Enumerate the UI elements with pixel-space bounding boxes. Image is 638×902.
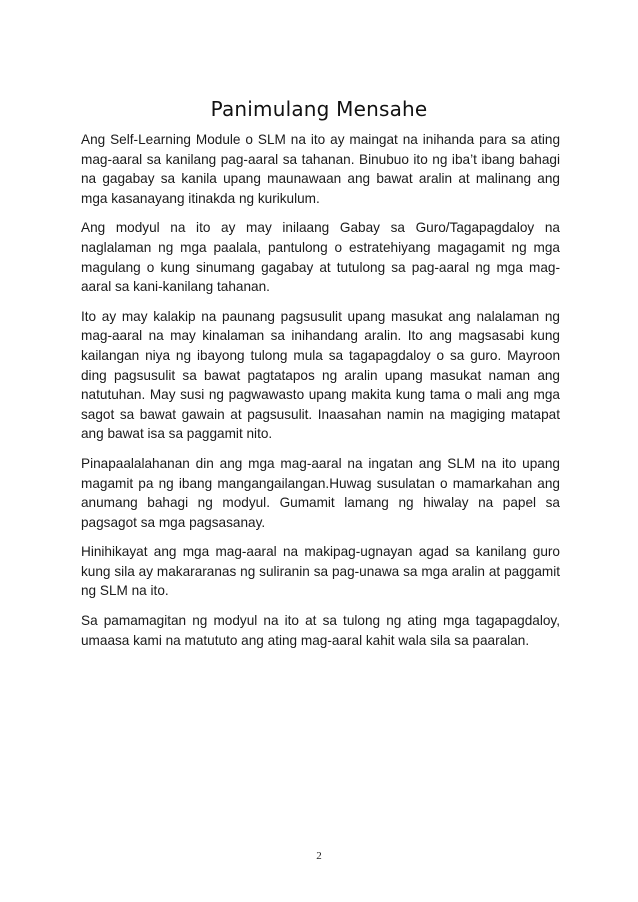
paragraph-2: Ang modyul na ito ay may inilaang Gabay sa Guro/Tagapagdaloy na naglalaman ng mga paalala, pantulong o estratehiyang magagamit ng mga magulang o kung sinumang gagabay at tutulong sa pag-aaral ng mga mag-aaral sa kani-kanilang tahanan. xyxy=(81,220,560,295)
paragraph-6: Sa pamamagitan ng modyul na ito at sa tulong ng ating mga tagapagdaloy, umaasa kami na matututo ang ating mag-aaral kahit wala sila sa paaralan. xyxy=(81,613,560,648)
paragraph-5: Hinihikayat ang mga mag-aaral na makipag-ugnayan agad sa kanilang guro kung sila ay makararanas ng suliranin sa pag-unawa sa mga aralin at paggamit ng SLM na ito. xyxy=(81,544,560,599)
paragraph-3: Ito ay may kalakip na paunang pagsusulit upang masukat ang nalalaman ng mag-aaral na may kinalaman sa inihandang aralin. Ito ang magsasabi kung kailangan niya ng ibayong tulong mula sa tagapagdaloy o sa guro. Mayroon ding pagsusulit sa bawat pagtatapos ng aralin upang masukat naman ang natutuhan. May susi ng pagwawasto upang makita kung tama o mali ang mga sagot sa bawat gawain at pagsusulit. Inaasahan namin na magiging matapat ang bawat isa sa paggamit nito. xyxy=(81,308,560,442)
body-text xyxy=(81,130,560,660)
paragraph-1: Ang Self-Learning Module o SLM na ito ay maingat na inihanda para sa ating mag-aaral sa kanilang pag-aaral sa tahanan. Binubuo ito ng iba’t ibang bahagi na gagabay sa kanila upang maunawaan ang bawat aralin at malinang ang mga kasanayang itinakda ng kurikulum. xyxy=(81,132,560,206)
page-title: Panimulang Mensahe xyxy=(210,97,428,121)
page-number: 2 xyxy=(316,850,322,862)
paragraph-4: Pinapaalalahanan din ang mga mag-aaral na ingatan ang SLM na ito upang magamit pa ng ibang mangangailangan.Huwag susulatan o mamarkahan ang anumang bahagi ng modyul. Gumamit lamang ng hiwalay na papel sa pagsagot sa mga pagsasanay. xyxy=(81,455,560,530)
